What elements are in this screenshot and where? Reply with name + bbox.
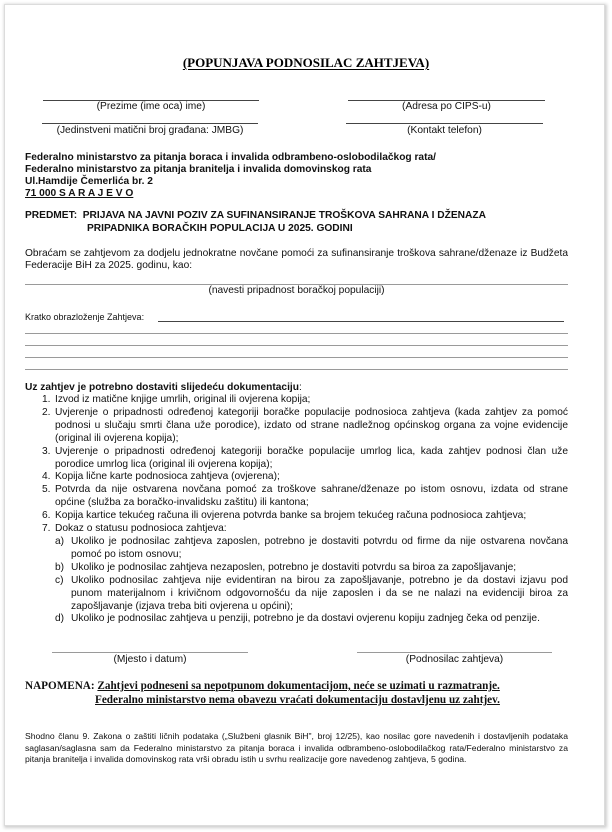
privacy-consent-paragraph: Shodno članu 9. Zakona o zaštiti ličnih podataka („Službeni glasnik BiH", broj 12/25), kao nosilac gore navedenih i dostavljenih podataka saglasan/saglasna sam da Federalno ministarstvo za pitanja boraca i invalida odbrambeno-oslobodilačkog rata/Federalno ministarstvo za pitanja branitelja i invalida domovinskog rata vrši obradu istih u svrhu realizacije gore navedenog zahtjeva, 5 godina. — [25, 731, 568, 764]
docs-item — [25, 407, 568, 446]
docs-item-text: Izvod iz matične knjige umrlih, original ili ovjerena kopija; — [55, 394, 311, 405]
docs-item-text: Uvjerenje o pripadnosti određenoj kategoriji boračke populacije podnosioca zahtjeva (kada zahtjev za pomoć podnosi u slučaju smrti člana uže porodice), izdato od strane nadležnog općinskog organa za vojne evidencije (original ili ovjerena kopija); — [55, 406, 568, 444]
docs-item — [25, 446, 568, 472]
docs-item — [25, 394, 568, 407]
subject: PREDMET: PRIJAVA NA JAVNI POZIV ZA SUFINANSIRANJE TROŠKOVA SAHRANA I DŽENAZA PRIPADNIKA BORAČKIH POPULACIJA U 2025. GODINI — [25, 210, 486, 234]
status-subitem — [55, 536, 568, 562]
docs-item-number: 3. — [42, 445, 51, 457]
status-subitem-letter: a) — [55, 535, 65, 547]
status-subitem-text: Ukoliko je podnosilac zahtjeva nezaposlen, potrebno je dostaviti potvrdu sa biroa za zapošljavanje; — [71, 561, 517, 573]
status-subitem-text: Ukoliko je podnosilac zahtjeva u penziji, potrebno je da dostavi ovjerenu kopiju zadnjeg čeka od penzije. — [71, 613, 540, 625]
docs-item — [25, 484, 568, 510]
subject-label: PREDMET — [25, 210, 74, 221]
docs-item — [25, 523, 568, 626]
place-date-caption: (Mjesto i datum) — [113, 654, 187, 665]
docs-item-number: 7. — [42, 523, 51, 535]
recipient-street: Ul.Hamdije Čemerlića br. 2 — [25, 176, 153, 187]
population-caption: (navesti pripadnost boračkoj populaciji) — [208, 285, 385, 296]
docs-item-text: Kopija kartice tekućeg računa ili ovjerena potvrda banke sa brojem tekućeg računa podnosioca zahtjeva; — [55, 510, 527, 522]
phone-caption: (Kontakt telefon) — [407, 125, 482, 136]
status-sublist — [55, 536, 568, 626]
reason-field-line-4[interactable] — [25, 357, 568, 358]
note-line-2: Federalno ministarstvo nema obavezu vraćati dokumentaciju dostavljenu uz zahtjev. — [95, 694, 500, 706]
reason-field-line-2[interactable] — [25, 333, 568, 334]
applicant-signature-line[interactable] — [357, 652, 552, 653]
note — [25, 679, 500, 707]
docs-item-text: Dokaz o statusu podnosioca zahtjeva: — [55, 523, 227, 535]
subject-line-1: PRIJAVA NA JAVNI POZIV ZA SUFINANSIRANJE TROŠKOVA SAHRANA I DŽENAZA — [82, 210, 486, 221]
status-subitem-letter: c) — [55, 574, 64, 586]
docs-item-number: 4. — [42, 471, 51, 483]
docs-item — [25, 471, 568, 484]
reason-field-line-3[interactable] — [25, 345, 568, 346]
docs-heading-text: Uz zahtjev je potrebno dostaviti slijedeću dokumentaciju — [25, 382, 299, 393]
note-label: NAPOMENA: — [25, 680, 95, 692]
recipient-line-1: Federalno ministarstvo za pitanja boraca i invalida odbrambeno-oslobodilačkog rata/ — [25, 152, 436, 163]
docs-item-number: 2. — [42, 406, 51, 418]
intro-paragraph: Obraćam se zahtjevom za dodjelu jednokratne novčane pomoći za sufinansiranje troškova sahrane/dženaze iz Budžeta Federacije BiH za 2025. godinu, kao: — [25, 248, 568, 272]
status-subitem-text: Ukoliko je podnosilac zahtjeva zaposlen, potrebno je dostaviti potvrdu od firme da nije ostvarena novčana pomoć po istom osnovu; — [71, 535, 568, 560]
docs-item-number: 6. — [42, 510, 51, 522]
docs-heading — [25, 382, 302, 393]
status-subitem — [55, 613, 568, 626]
status-subitem — [55, 575, 568, 614]
applicant-caption: (Podnosilac zahtjeva) — [405, 654, 504, 665]
recipient-line-2: Federalno ministarstvo za pitanja branitelja i invalida domovinskog rata — [25, 164, 372, 175]
recipient-city: 71 000 S A R A J E V O — [25, 188, 134, 199]
name-caption: (Prezime (ime oca) ime) — [96, 101, 206, 112]
jmbg-caption: (Jedinstveni matični broj građana: JMBG) — [56, 125, 244, 136]
reason-field-line-5[interactable] — [25, 369, 568, 370]
status-subitem-letter: d) — [55, 613, 65, 625]
docs-heading-colon: : — [298, 382, 302, 393]
form-title-text: (POPUNJAVA PODNOSILAC ZAHTJEVA) — [182, 55, 430, 70]
form-title — [0, 55, 612, 71]
docs-item-text: Potvrda da nije ostvarena novčana pomoć za troškove sahrane/dženaze po istom osnovu, izdata od strane općine (služba za boračko-invalidsku zaštitu) ili kantona; — [55, 484, 568, 509]
address-caption: (Adresa po CIPS-u) — [402, 101, 491, 112]
docs-item — [25, 510, 568, 523]
docs-list — [25, 394, 568, 626]
jmbg-field-line[interactable] — [42, 123, 258, 124]
phone-field-line[interactable] — [346, 123, 543, 124]
status-subitem-letter: b) — [55, 561, 65, 573]
note-line-1: Zahtjevi podneseni sa nepotpunom dokumentacijom, neće se uzimati u razmatranje. — [97, 680, 500, 692]
status-subitem-text: Ukoliko podnosilac zahtjeva nije evidentiran na birou za zapošljavanje, potrebno je da dostavi izjavu pod punom materijalnom i krivičnom odgovornošću da nije zaposlen i da se ne nalazi na evidenciji biroa za zapošljavanje (izjava treba biti ovjerena u općini); — [71, 574, 568, 612]
docs-item-text: Kopija lične karte podnosioca zahtjeva (ovjerena); — [55, 471, 280, 483]
reason-field-line-1[interactable] — [158, 321, 564, 322]
subject-line-2: PRIPADNIKA BORAČKIH POPULACIJA U 2025. GODINI — [87, 222, 353, 234]
place-date-field-line[interactable] — [52, 652, 248, 653]
reason-label: Kratko obrazloženje Zahtjeva: — [25, 312, 145, 322]
status-subitem — [55, 562, 568, 575]
docs-item-number: 1. — [42, 394, 51, 405]
docs-item-number: 5. — [42, 484, 51, 496]
docs-item-text: Uvjerenje o pripadnosti određenoj kategoriji boračke populacije umrlog lica, kada zahtjev podnosi član uže porodice umrlog lica (original ili ovjerena kopija); — [55, 445, 568, 470]
